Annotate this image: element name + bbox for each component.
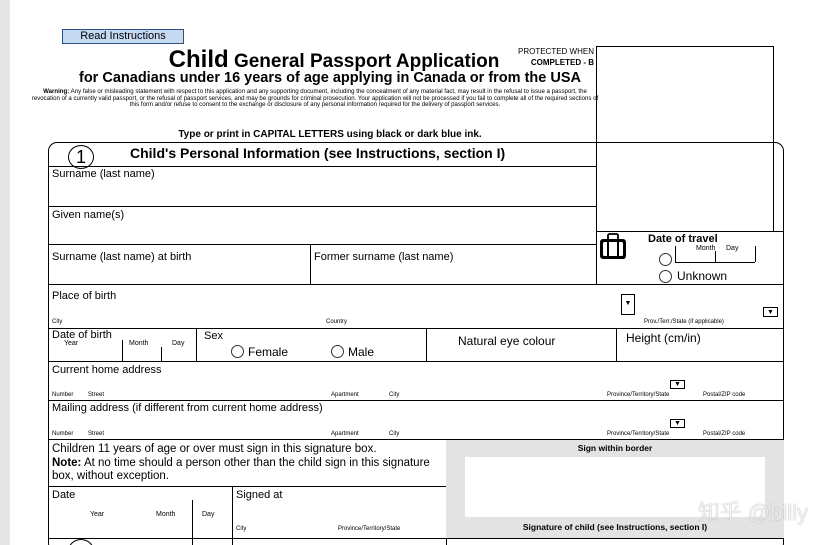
signed-at-input[interactable]	[236, 503, 442, 523]
signed-at-label: Signed at	[236, 489, 283, 501]
suitcase-icon	[599, 233, 627, 260]
rule	[48, 361, 784, 362]
rule	[48, 486, 446, 487]
current-address-label: Current home address	[52, 364, 162, 376]
sign-date-label: Date	[52, 489, 76, 501]
addr-postal-label: Postal/ZIP code	[703, 392, 746, 398]
title-child: Child	[168, 46, 229, 73]
mailing-address-input[interactable]	[52, 416, 772, 429]
travel-date-radio[interactable]	[659, 253, 672, 266]
former-surname-input[interactable]	[314, 265, 594, 283]
current-province-dropdown[interactable]	[670, 380, 685, 389]
chevron-down-icon: ▼	[674, 420, 681, 427]
dob-label: Date of birth	[52, 329, 112, 341]
surname-at-birth-label: Surname (last name) at birth	[52, 251, 192, 263]
sign-year-label: Year	[90, 511, 105, 518]
mailing-address-label: Mailing address (if different from current home address)	[52, 402, 323, 414]
addr-number-label: Number	[52, 431, 74, 437]
section-number: 1	[68, 145, 94, 169]
addr-number-label: Number	[52, 392, 74, 398]
rule	[48, 206, 596, 207]
rule	[596, 231, 784, 232]
eye-colour-label: Natural eye colour	[458, 334, 556, 348]
signed-province-label: Province/Territory/State	[338, 526, 401, 532]
addr-apartment-label: Apartment	[331, 431, 359, 437]
dob-month-label: Month	[129, 340, 149, 347]
rule	[48, 166, 596, 167]
rule	[196, 328, 197, 361]
pob-prov-label: Prov./Terr./State (if applicable)	[644, 319, 724, 325]
chevron-down-icon: ▼	[767, 309, 774, 316]
pob-city-label: City	[52, 319, 63, 325]
protected-notice: PROTECTED WHEN COMPLETED - B	[518, 47, 594, 67]
addr-province-label: Province/Territory/State	[607, 392, 670, 398]
sign-within-border-label: Sign within border	[577, 443, 653, 453]
height-label: Height (cm/in)	[626, 331, 701, 345]
rule	[48, 284, 784, 285]
travel-unknown-radio[interactable]	[659, 270, 672, 283]
type-print-instruction: Type or print in CAPITAL LETTERS using black or dark blue ink.	[178, 129, 482, 140]
addr-city-label: City	[389, 431, 400, 437]
eye-colour-input[interactable]	[430, 348, 612, 360]
place-of-birth-label: Place of birth	[52, 290, 117, 302]
watermark: 知乎 @billy	[697, 500, 808, 525]
sign-month-label: Month	[156, 511, 176, 518]
surname-at-birth-input[interactable]	[52, 265, 306, 283]
addr-street-label: Street	[88, 392, 105, 398]
dob-year-label: Year	[64, 340, 79, 347]
current-address-input[interactable]	[52, 377, 772, 390]
rule	[48, 538, 784, 539]
surname-label: Surname (last name)	[52, 168, 155, 180]
title-rest: General Passport Application	[228, 51, 500, 72]
rule	[48, 400, 784, 401]
given-names-label: Given name(s)	[52, 209, 125, 221]
rule	[232, 486, 233, 545]
rule	[755, 246, 756, 262]
sex-label: Sex	[204, 330, 223, 342]
sign-day-label: Day	[202, 511, 215, 518]
read-instructions-button[interactable]: Read Instructions	[62, 29, 184, 44]
travel-day-label: Day	[726, 245, 739, 252]
rule	[675, 246, 676, 262]
dob-input[interactable]	[52, 349, 192, 360]
pob-country-dropdown[interactable]	[621, 294, 635, 315]
male-label: Male	[348, 345, 375, 359]
addr-apartment-label: Apartment	[331, 392, 359, 398]
pob-province-dropdown[interactable]	[763, 307, 778, 317]
form-subtitle: for Canadians under 16 years of age applying in Canada or from the USA	[79, 70, 581, 86]
rule	[426, 328, 427, 361]
travel-unknown-label: Unknown	[677, 269, 728, 283]
female-radio[interactable]	[231, 345, 244, 358]
rule	[48, 244, 596, 245]
addr-postal-label: Postal/ZIP code	[703, 431, 746, 437]
section-title: Child's Personal Information (see Instructions, section I)	[130, 145, 506, 161]
rule	[310, 244, 311, 284]
dob-day-label: Day	[172, 340, 185, 347]
pob-country-label: Country	[326, 319, 348, 325]
rule	[616, 328, 617, 361]
travel-date-input[interactable]	[677, 248, 753, 261]
addr-city-label: City	[389, 392, 400, 398]
mailing-province-dropdown[interactable]	[670, 419, 685, 428]
surname-input[interactable]	[52, 182, 592, 204]
given-names-input[interactable]	[52, 222, 592, 242]
height-input[interactable]	[620, 345, 780, 360]
signature-instructions: Children 11 years of age or over must sign in this signature box. Note: At no time should a person other than the child sign in this signature box, without exception.	[52, 443, 430, 482]
rule	[675, 262, 755, 263]
form-page	[10, 0, 822, 545]
female-label: Female	[248, 345, 289, 359]
date-of-travel-title: Date of travel	[648, 233, 718, 245]
male-radio[interactable]	[331, 345, 344, 358]
addr-province-label: Province/Territory/State	[607, 431, 670, 437]
warning-text: Warning: Any false or misleading statement with respect to this application and any supporting document, including the concealment of any material fact, may result in the refusal to issue a passport, the revocation of a currently valid passport, or the refusal of passport services, and may be grounds for criminal prosecution. Your application will not be processed if you fail to complete all of the required sections of this form and/or refuse to consent to the exchange or disclosure of any personal information required for the delivery of passport services.	[31, 88, 599, 109]
rule	[48, 328, 784, 329]
addr-street-label: Street	[88, 431, 105, 437]
former-surname-label: Former surname (last name)	[314, 251, 454, 263]
chevron-down-icon: ▼	[674, 381, 681, 388]
chevron-down-icon: ▼	[624, 300, 632, 307]
rule	[596, 142, 597, 284]
signature-of-child-label: Signature of child (see Instructions, section I)	[522, 522, 708, 532]
place-of-birth-input[interactable]	[52, 303, 612, 317]
travel-month-label: Month	[696, 245, 716, 252]
signed-city-label: City	[236, 526, 247, 532]
